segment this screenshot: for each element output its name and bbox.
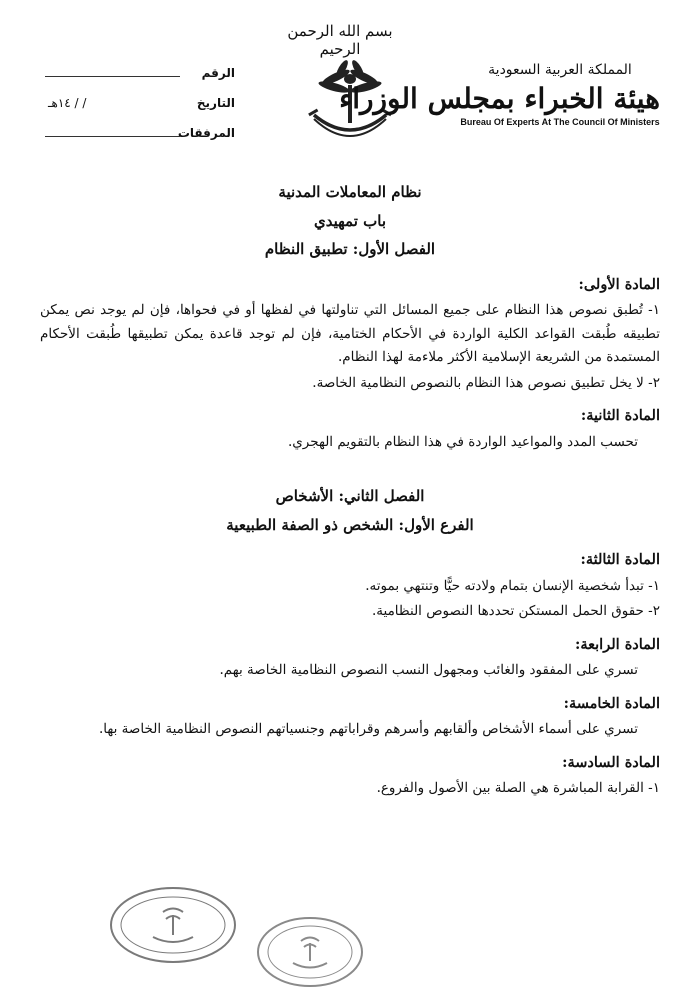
document-title: نظام المعاملات المدنية [278,183,422,201]
number-line [45,66,180,77]
article-heading: المادة الثالثة: [580,551,660,569]
number-label: الرقم [201,66,235,80]
attachments-label: المرفقات [177,126,235,140]
preliminary-chapter: باب تمهيدي [314,211,386,230]
section-heading: الفصل الثاني: الأشخاص [275,487,425,506]
document-body [40,178,660,803]
issuer-block [339,62,660,127]
article-paragraph: ٢- لا يخل تطبيق نصوص هذا النظام بالنصوص النظامية الخاصة. [312,374,660,391]
bureau-name-english: Bureau Of Experts At The Council Of Ministers [460,117,660,127]
bureau-name-arabic: هيئة الخبراء بمجلس الوزراء [339,82,660,115]
attachments-row [40,126,235,156]
basmala: بسم الله الرحمن الرحيم [287,22,393,58]
article-heading: المادة الأولى: [578,275,660,293]
article-paragraph: تسري على المفقود والغائب ومجهول النسب النصوص النظامية الخاصة بهم. [219,662,638,679]
article-paragraph: ١- تُطبق نصوص هذا النظام على جميع المسائل التي تناولتها في لفظها أو في فحواها، فإن لم يوجد نص يمكن تطبيقه طُبقت القواعد الكلية الواردة في الأحكام الختامية، فإن لم توجد قاعدة يمكن تطبيقها طُبقت الأحكام المستمدة من الشريعة الإسلامية الأكثر ملاءمة لهذا النظام. [40,301,660,366]
attachments-line [45,126,180,137]
date-format: / / ١٤هـ [48,96,87,110]
article-paragraph: ١- القرابة المباشرة هي الصلة بين الأصول والفروع. [376,780,660,797]
article-heading: المادة الخامسة: [563,695,660,712]
reference-fields [40,66,235,156]
official-seal-icon [108,885,238,965]
number-row [40,66,235,96]
branch-heading: الفرع الأول: الشخص ذو الصفة الطبيعية [226,515,474,534]
article-paragraph: تسري على أسماء الأشخاص وألقابهم وأسرهم وقراباتهم وجنسياتهم النصوص النظامية الخاصة بها. [99,721,638,738]
article-paragraph: ٢- حقوق الحمل المستكن تحددها النصوص النظامية. [371,603,660,620]
article-heading: المادة الثانية: [580,407,660,425]
article-heading: المادة السادسة: [562,754,660,771]
kingdom-name: المملكة العربية السعودية [488,62,632,78]
official-seal-icon [255,915,365,990]
date-label: التاريخ [196,96,235,110]
article-heading: المادة الرابعة: [575,636,660,653]
article-paragraph: ١- تبدأ شخصية الإنسان بتمام ولادته حيًّا وتنتهي بموته. [365,577,660,594]
section-heading: الفصل الأول: تطبيق النظام [264,240,436,258]
date-row [40,96,235,126]
article-paragraph: تحسب المدد والمواعيد الواردة في هذا النظام بالتقويم الهجري. [287,433,638,450]
